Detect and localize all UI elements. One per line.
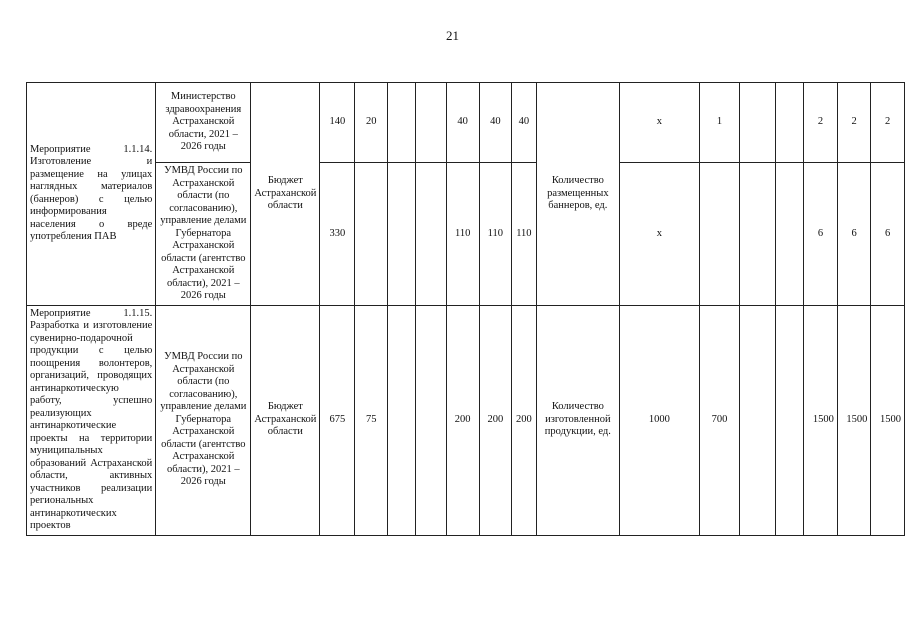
indicator-year-cell: 700 [699, 305, 740, 535]
funding-total: 330 [320, 163, 355, 306]
funding-year-cell: 200 [446, 305, 479, 535]
indicator-year-cell [740, 163, 776, 306]
executor-cell: Министерство здравоохранения Астраханской области, 2021 – 2026 годы [156, 83, 251, 163]
program-table [26, 82, 905, 536]
funding-year-cell [388, 83, 416, 163]
indicator-year-cell [775, 305, 803, 535]
indicator-total: х [619, 83, 699, 163]
funding-total: 675 [320, 305, 355, 535]
funding-year-cell [355, 163, 388, 306]
funding-year-cell: 40 [511, 83, 536, 163]
indicator-year-cell: 6 [837, 163, 871, 306]
event-description: Мероприятие 1.1.14. Изготовление и размещение на улицах наглядных материалов (баннеров) с целью информирования населения о вреде употребления ПАВ [27, 83, 156, 306]
funding-year-cell [416, 163, 446, 306]
indicator-total: 1000 [619, 305, 699, 535]
funding-source: Бюджет Астраханской области [251, 305, 320, 535]
table-row [27, 163, 905, 306]
funding-year-cell [388, 163, 416, 306]
funding-year-cell: 110 [511, 163, 536, 306]
indicator-total: х [619, 163, 699, 306]
funding-year-cell: 200 [511, 305, 536, 535]
funding-year-cell [388, 305, 416, 535]
executor-cell: УМВД России по Астраханской области (по согласованию), управление делами Губернатора Астраханской области (агентство Астраханской области), 2021 – 2026 годы [156, 305, 251, 535]
funding-year-cell: 40 [479, 83, 511, 163]
indicator-name: Количество изготовленной продукции, ед. [536, 305, 619, 535]
indicator-year-cell: 2 [804, 83, 838, 163]
funding-source: Бюджет Астраханской области [251, 83, 320, 306]
indicator-year-cell: 1500 [804, 305, 838, 535]
table-row [27, 305, 905, 535]
indicator-year-cell [740, 83, 776, 163]
indicator-year-cell: 2 [871, 83, 905, 163]
funding-year-cell [416, 83, 446, 163]
indicator-year-cell: 1 [699, 83, 740, 163]
funding-total: 140 [320, 83, 355, 163]
funding-year-cell: 75 [355, 305, 388, 535]
indicator-year-cell [740, 305, 776, 535]
funding-year-cell: 20 [355, 83, 388, 163]
funding-year-cell [416, 305, 446, 535]
indicator-year-cell: 1500 [837, 305, 871, 535]
indicator-year-cell [775, 83, 803, 163]
funding-year-cell: 110 [479, 163, 511, 306]
indicator-name: Количество размещенных баннеров, ед. [536, 83, 619, 306]
page-number: 21 [446, 28, 459, 43]
indicator-year-cell: 6 [871, 163, 905, 306]
funding-year-cell: 200 [479, 305, 511, 535]
funding-year-cell: 40 [446, 83, 479, 163]
indicator-year-cell [775, 163, 803, 306]
table-row [27, 83, 905, 163]
indicator-year-cell: 6 [804, 163, 838, 306]
indicator-year-cell: 1500 [871, 305, 905, 535]
funding-year-cell: 110 [446, 163, 479, 306]
indicator-year-cell: 2 [837, 83, 871, 163]
event-description: Мероприятие 1.1.15. Разработка и изготовление сувенирно-подарочной продукции с целью поощрения волонтеров, организаций, проводящих антинаркотическую работу, успешно реализующих антинаркотические проекты на территории муниципальных образований Астраханской области, активных участников реализации региональных антинаркотических проектов [27, 305, 156, 535]
executor-cell: УМВД России по Астраханской области (по согласованию), управление делами Губернатора Астраханской области (агентство Астраханской области), 2021 – 2026 годы [156, 163, 251, 306]
indicator-year-cell [699, 163, 740, 306]
